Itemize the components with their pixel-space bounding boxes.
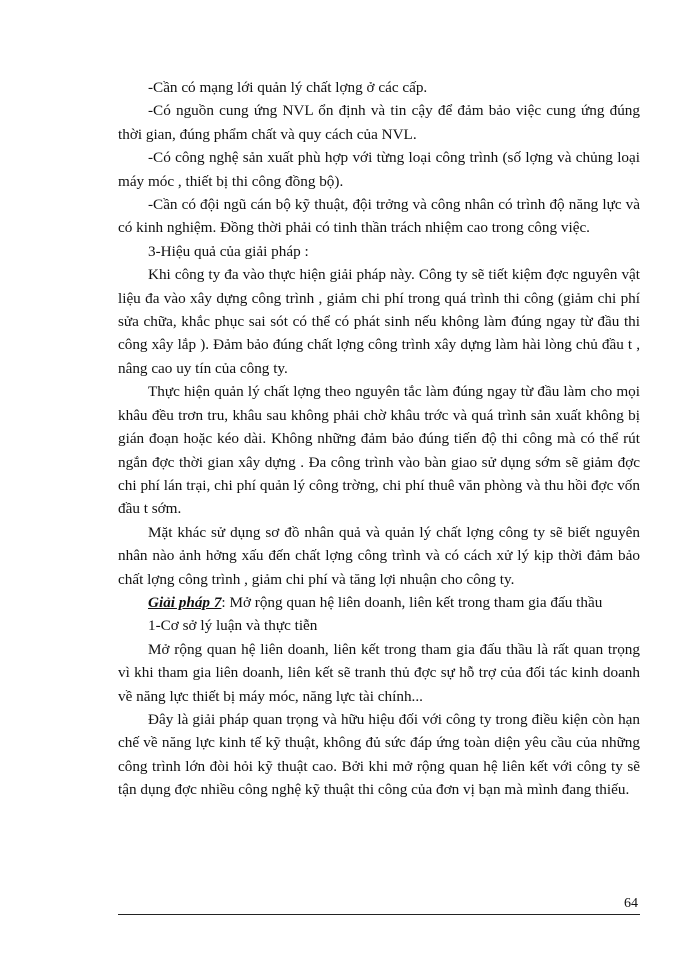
paragraph-basis-1: Mở rộng quan hệ liên doanh, liên kết trong tham gia đấu thầu là rất quan trọng vì khi tham gia liên doanh, liên kết sẽ tranh thủ đợc sự hỗ trợ của đối tác kinh doanh về năng lực thiết bị máy móc, năng lực tài chính...	[118, 640, 640, 705]
requirement-technology: -Có công nghệ sản xuất phù hợp với từng loại công trình (số lợng và chủng loại máy móc , thiết bị thi công đồng bộ).	[118, 149, 640, 190]
section-heading-basis: 1-Cơ sở lý luận và thực tiễn	[148, 617, 318, 635]
footer-divider	[118, 914, 640, 915]
document-body	[118, 76, 640, 802]
solution-label: Giải pháp 7	[148, 593, 222, 611]
paragraph-effectiveness-1: Khi công ty đa vào thực hiện giải pháp này. Công ty sẽ tiết kiệm đợc nguyên vật liệu đa vào xây dựng công trình , giảm chi phí trong quá trình thi công (giảm chi phí sửa chữa, khắc phục sai sót có thể có phát sinh nếu không làm đúng ngay từ đầu thi công xây lắp ). Đảm bảo đúng chất lợng công trình xây dựng làm hài lòng chủ đầu t , nâng cao uy tín của công ty.	[118, 266, 640, 377]
solution-7-title	[118, 591, 640, 614]
requirement-quality-network: -Cần có mạng lới quản lý chất lợng ở các cấp.	[148, 79, 428, 96]
page-number: 64	[624, 896, 638, 911]
requirement-staff: -Cần có đội ngũ cán bộ kỹ thuật, đội trởng và công nhân có trình độ năng lực và có kinh nghiệm. Đồng thời phải có tinh thần trách nhiệm cao trong công việc.	[118, 196, 640, 237]
paragraph-effectiveness-2: Thực hiện quản lý chất lợng theo nguyên tắc làm đúng ngay từ đầu làm cho mọi khâu đều trơn tru, khâu sau không phải chờ khâu trớc và quá trình sản xuất không bị gián đoạn hoặc kéo dài. Không những đảm bảo đúng tiến độ thi công mà có thể rút ngắn đợc thời gian xây dựng . Đa công trình vào bàn giao sử dụng sớm sẽ giảm đợc chi phí lán trại, chi phí quản lý công trờng, chi phí thuê văn phòng và thu hồi đợc vốn đầu t sớm.	[118, 383, 640, 518]
paragraph-effectiveness-3: Mặt khác sử dụng sơ đồ nhân quả và quản lý chất lợng công ty sẽ biết nguyên nhân nào ảnh hởng xấu đến chất lợng công trình và có cách xử lý kịp thời đảm bảo chất lợng công trình , giảm chi phí và tăng lợi nhuận cho công ty.	[118, 523, 640, 588]
requirement-material-supply: -Có nguồn cung ứng NVL ổn định và tin cậy để đảm bảo việc cung ứng đúng thời gian, đúng phẩm chất và quy cách của NVL.	[118, 102, 640, 143]
solution-text: : Mở rộng quan hệ liên doanh, liên kết trong tham gia đấu thầu	[221, 593, 603, 611]
paragraph-basis-2: Đây là giải pháp quan trọng và hữu hiệu đối với công ty trong điều kiện còn hạn chế về năng lực kinh tế kỹ thuật, không đủ sức đáp ứng toàn diện yêu cầu của những công trình lớn đòi hỏi kỹ thuật cao. Bởi khi mở rộng quan hệ liên kết với công ty sẽ tận dụng đợc nhiều công nghệ kỹ thuật thi công của đơn vị bạn mà mình đang thiếu.	[118, 710, 640, 799]
section-heading-effectiveness: 3-Hiệu quả của giải pháp :	[148, 242, 309, 260]
